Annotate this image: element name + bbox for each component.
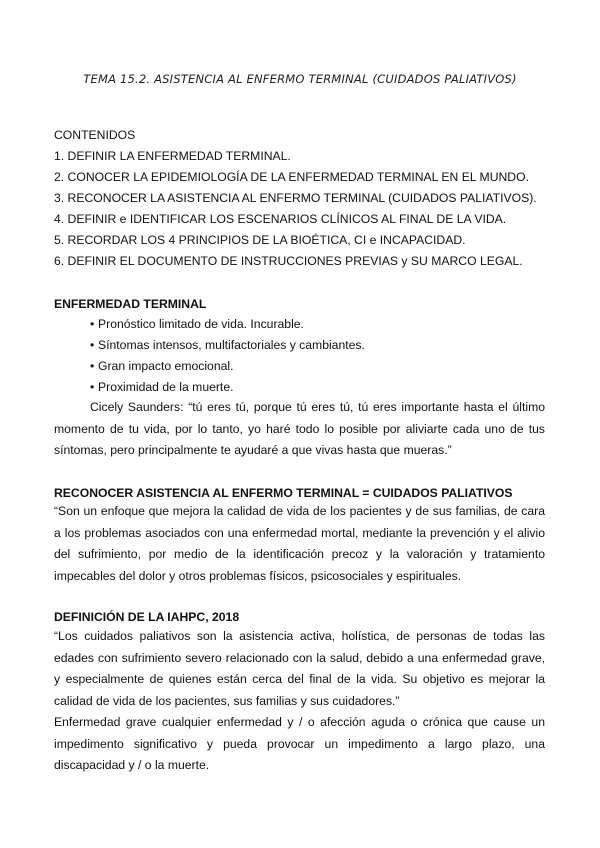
iahpc-definition: “Los cuidados paliativos son la asistencia activa, holística, de personas de todas las edades con sufrimiento severo relacionado con la salud, debido a una enfermedad grave, y especialmente de quienes están cerca del final de la vida. Su objetivo es mejorar la calidad de vida de los pacientes, sus familias y sus cuidadores.”	[54, 629, 545, 708]
bullet-item	[90, 337, 365, 353]
bullet-icon: •	[90, 359, 95, 373]
bullet-text: Pronóstico limitado de vida. Incurable.	[98, 317, 304, 331]
bullet-item	[90, 379, 233, 395]
contents-heading: CONTENIDOS	[54, 128, 136, 142]
palliative-care-definition: “Son un enfoque que mejora la calidad de vida de los pacientes y de sus familias, de cara a los problemas asociados con una enfermedad mortal, mediante la prevención y el alivio del sufrimiento, por medio de la identificación precoz y la valoración y tratamiento impecables del dolor y otros problemas físicos, psicosociales y espirituales.	[54, 504, 545, 583]
contents-item: 3. RECONOCER LA ASISTENCIA AL ENFERMO TERMINAL (CUIDADOS PALIATIVOS).	[54, 191, 537, 205]
section-heading-palliative-care: RECONOCER ASISTENCIA AL ENFERMO TERMINAL = CUIDADOS PALIATIVOS	[54, 486, 513, 500]
bullet-text: Proximidad de la muerte.	[98, 380, 234, 394]
section-heading-terminal-illness: ENFERMEDAD TERMINAL	[54, 297, 207, 311]
serious-illness-definition: Enfermedad grave cualquier enfermedad y / o afección aguda o crónica que cause un impedimento significativo y pueda provocar un impedimento a largo plazo, una discapacidad y / o la muerte.	[54, 715, 545, 773]
page-title: TEMA 15.2. ASISTENCIA AL ENFERMO TERMINAL (CUIDADOS PALIATIVOS)	[83, 72, 517, 86]
section-heading-iahpc: DEFINICIÓN DE LA IAHPC, 2018	[54, 610, 240, 624]
contents-item: 5. RECORDAR LOS 4 PRINCIPIOS DE LA BIOÉTICA, CI e INCAPACIDAD.	[54, 233, 466, 247]
bullet-item	[90, 316, 304, 332]
bullet-item	[90, 358, 233, 374]
bullet-icon: •	[90, 380, 95, 394]
bullet-icon: •	[90, 338, 95, 352]
bullet-icon: •	[90, 317, 95, 331]
bullet-text: Gran impacto emocional.	[98, 359, 234, 373]
contents-item: 4. DEFINIR e IDENTIFICAR LOS ESCENARIOS CLÍNICOS AL FINAL DE LA VIDA.	[54, 212, 507, 226]
bullet-text: Síntomas intensos, multifactoriales y cambiantes.	[98, 338, 365, 352]
saunders-quote: Cicely Saunders: “tú eres tú, porque tú eres tú, tú eres importante hasta el último momento de tu vida, por lo tanto, yo haré todo lo posible por aliviarte cada uno de tus síntomas, pero principalmente te ayudaré a que vivas hasta que mueras.”	[54, 400, 545, 458]
contents-item: 1. DEFINIR LA ENFERMEDAD TERMINAL.	[54, 149, 291, 163]
contents-item: 2. CONOCER LA EPIDEMIOLOGÍA DE LA ENFERMEDAD TERMINAL EN EL MUNDO.	[54, 170, 529, 184]
contents-item: 6. DEFINIR EL DOCUMENTO DE INSTRUCCIONES PREVIAS y SU MARCO LEGAL.	[54, 254, 523, 268]
